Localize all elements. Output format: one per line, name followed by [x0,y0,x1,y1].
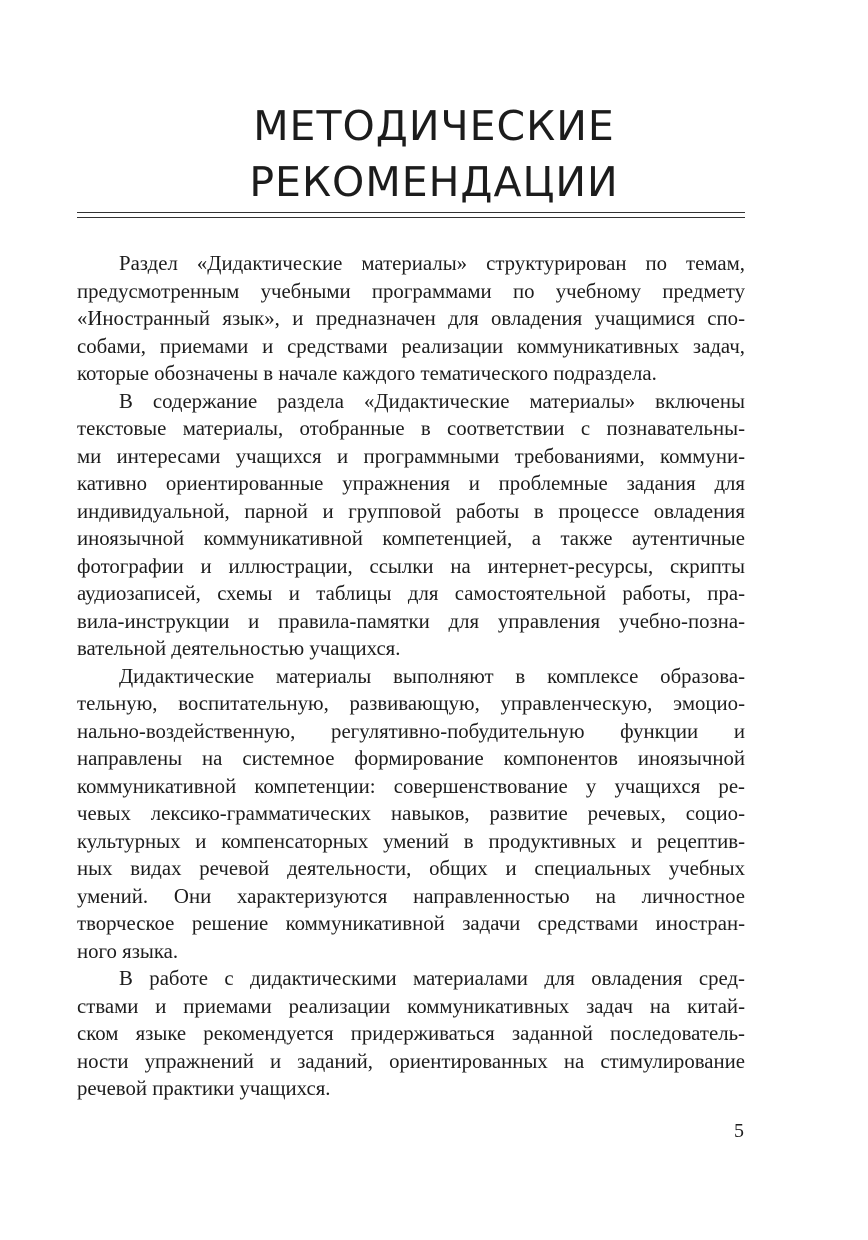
text-line: индивидуальной, парной и групповой работы в процессе овладения [77,499,745,523]
text-line: чевых лексико-грамматических навыков, развитие речевых, социо- [77,802,745,825]
text-line: текстовые материалы, отобранные в соответствии с познавательны- [77,417,745,440]
text-line: умений. Они характеризуются направленностью на личностное [77,884,745,908]
text-line: коммуникативной компетенции: совершенствование у учащихся ре- [77,774,745,798]
text-line: аудиозаписей, схемы и таблицы для самостоятельной работы, пра- [77,582,745,605]
paragraph-3 [77,663,745,966]
text-line: В содержание раздела «Дидактические материалы» включены [119,389,745,413]
text-line: В работе с дидактическими материалами для овладения сред- [119,967,745,990]
text-line: «Иностранный язык», и предназначен для овладения учащимися спо- [77,307,745,330]
text-line: вательной деятельностью учащихся. [77,637,401,660]
paragraph-4 [77,965,745,1103]
text-line: культурных и компенсаторных умений в продуктивных и рецептив- [77,829,745,853]
paragraph-1 [77,250,745,388]
text-line: ствами и приемами реализации коммуникативных задач на китай- [77,994,745,1018]
title-line-2: РЕКОМЕНДАЦИИ [249,158,619,206]
text-line: нально-воздейственную, регулятивно-побудительную функции и [77,719,745,743]
text-line: кативно ориентированные упражнения и проблемные задания для [77,472,745,495]
text-line: творческое решение коммуникативной задачи средствами иностран- [77,912,745,935]
text-line: собами, приемами и средствами реализации коммуникативных задач, [77,334,745,358]
title-divider-top [77,212,745,213]
text-line: Дидактические материалы выполняют в комплексе образова- [119,664,745,688]
text-line: Раздел «Дидактические материалы» структурирован по темам, [119,252,745,275]
title-divider-bottom [77,217,745,218]
text-line: направлены на системное формирование компонентов иноязычной [77,747,745,770]
text-line: иноязычной коммуникативной компетенцией, а также аутентичные [77,527,745,550]
text-line: ности упражнений и заданий, ориентированных на стимулирование [77,1049,745,1073]
paragraph-2 [77,388,745,663]
text-line: тельную, воспитательную, развивающую, управленческую, эмоцио- [77,692,745,715]
text-line: ском языке рекомендуется придерживаться заданной последователь- [77,1022,745,1045]
body-text [77,250,745,1103]
text-line: ных видах речевой деятельности, общих и специальных учебных [77,857,745,880]
text-line: предусмотренным учебными программами по учебному предмету [77,279,745,303]
text-line: ного языка. [77,939,179,963]
title-line-1: МЕТОДИЧЕСКИЕ [253,102,615,150]
text-line: фотографии и иллюстрации, ссылки на интернет-ресурсы, скрипты [77,554,745,578]
text-line: ми интересами учащихся и программными требованиями, коммуни- [77,444,745,468]
text-line: которые обозначены в начале каждого тематического подраздела. [77,362,657,385]
page-number: 5 [734,1120,744,1142]
text-line: речевой практики учащихся. [77,1077,331,1100]
text-line: вила-инструкции и правила-памятки для управления учебно-позна- [77,609,745,633]
page-title [0,98,868,210]
